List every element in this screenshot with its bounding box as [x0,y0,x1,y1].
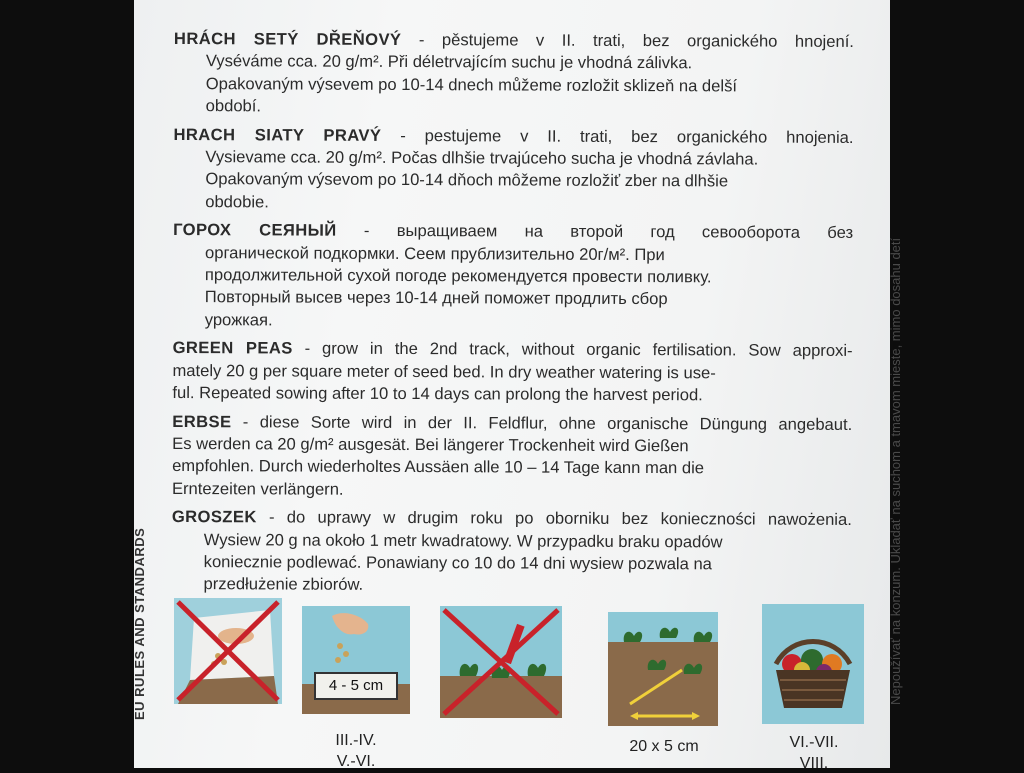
harvest-basket-icon [762,604,864,724]
paragraph-heading: HRACH SIATY PRAVÝ [173,124,382,145]
paragraph-german: ERBSE - diese Sorte wird in der II. Feldflur, ohne organische Düngung angebaut. Es werden ca 20 g/m² ausgesät. Bei längerer Trockenheit wird Gießen empfohlen. Durch wiederholtes Aussäen alle 10 – 14 Tage kann man die Erntezeiten verlängern. [171,411,853,499]
left-edge-text: EU RULES AND STANDARDS [132,527,147,720]
paragraph-heading: ERBSE [172,411,232,431]
harvest-months-caption: VI.-VII. [789,734,839,751]
paragraph-russian: ГОРОХ СЕЯНЫЙ - выращиваем на второй год севооборота без органической подкормки. Сеем прублизительно 20г/м². При продолжительной сухой погоде рекомендуется провести поливку. Повторный высев через 10-14 дней поможет продлить сбор урожкая. [173,220,854,330]
paragraph-polish: GROSZEK - do uprawy w drugim roku po oborniku bez konieczności nawożenia. Wysiew 20 g na około 1 metr kwadratowy. W przypadku braku opadów koniecznie podlewać. Ponawiany co 10 do 14 dni wysiew pozwala na przedłużenie zbiorów. [171,507,852,595]
paragraph-slovak: HRACH SIATY PRAVÝ - pestujeme v II. trati, bez organického hnojenia. Vysievame cca. 20 g/m². Počas dlhšie trvajúceho sucha je vhodná závlaha. Opakovaným výsevom po 10-14 dňoch môžeme rozložiť zber na dlhšie obdobie. [173,124,854,212]
paragraph-heading: GREEN PEAS [172,338,293,358]
paragraph-english: GREEN PEAS - grow in the 2nd track, without organic fertilisation. Sow approxi- mately 20 g per square meter of seed bed. In dry weather watering is use- ful. Repeated sowing after 10 to 14 days can prolong the harvest period. [172,338,853,405]
seed-packet-back [132,0,903,772]
sowing-months-caption-2: V.-VI. [336,753,376,770]
instructions-text [171,28,853,605]
paragraph-heading: ГОРОХ СЕЯНЫЙ [173,220,337,240]
spacing-caption: 20 x 5 cm [629,738,699,755]
harvest-months-caption-2: VIII. [799,755,829,772]
sowing-depth-label: 4 - 5 cm [314,672,398,700]
paragraph-heading: HRÁCH SETÝ DŘEŇOVÝ [173,28,402,49]
sowing-months-caption: III.-IV. [335,732,377,749]
indoor-sowing-crossed-icon [174,598,282,704]
spacing-icon [608,612,718,726]
paragraph-heading: GROSZEK [171,507,257,527]
paragraph-czech: HRÁCH SETÝ DŘEŇOVÝ - pěstujeme v II. trati, bez organického hnojení. Vyséváme cca. 20 g/m². Při déletrvajícím suchu je vhodná zálivka. Opakovaným výsevem po 10-14 dnech můžeme rozložit sklizeň na delší období. [173,28,854,116]
direct-sowing-icon [302,606,410,714]
right-edge-text: Nepoužívať na konzum. Ukladať na suchom a tmavom mieste, mimo dosahu detí [888,237,903,705]
transplanting-crossed-icon [440,606,562,718]
